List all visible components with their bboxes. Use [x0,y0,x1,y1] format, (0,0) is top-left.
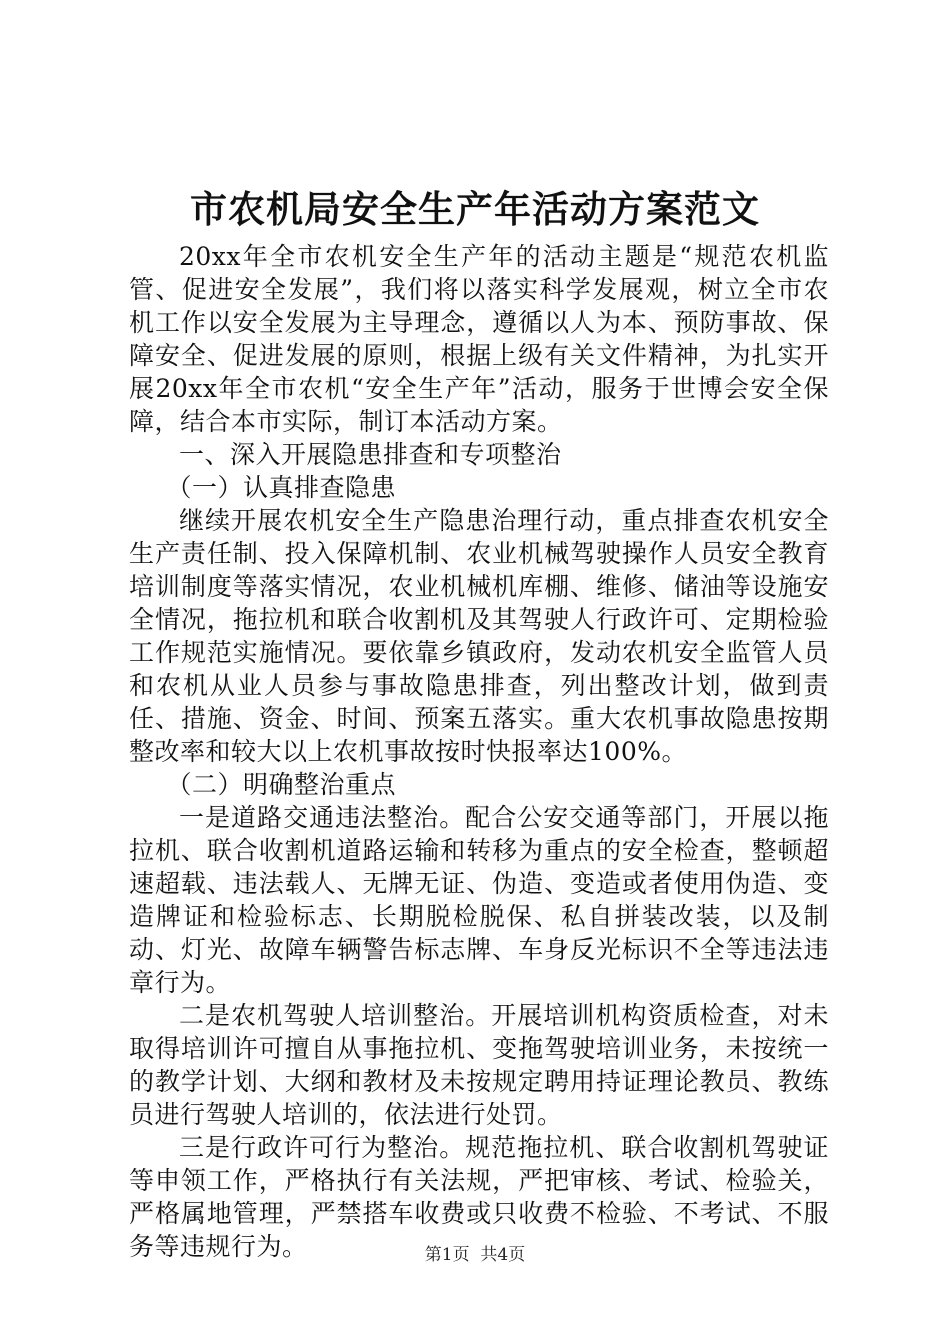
document-title: 市农机局安全生产年活动方案范文 [190,187,760,231]
subsection-heading-1: （一）认真排查隐患 [166,473,397,502]
body-paragraph: 一是道路交通违法整治。配合公安交通等部门，开展以拖拉机、联合收割机道路运输和转移为重点的安全检查，整顿超速超载、违法载人、无牌无证、伪造、变造或者使用伪造、变造牌证和检验标志、长期脱检脱保、私自拼装改装，以及制动、灯光、故障车辆警告标志牌、车身反光标识不全等违法违章行为。 [129,803,829,997]
page-number: 第1页 [424,1245,470,1265]
body-paragraph: 二是农机驾驶人培训整治。开展培训机构资质检查，对未取得培训许可擅自从事拖拉机、变拖驾驶培训业务，未按统一的教学计划、大纲和教材及未按规定聘用持证理论教员、教练员进行驾驶人培训的，依法进行处罚。 [129,1001,829,1129]
document-body [129,240,829,1263]
page-total: 共4页 [480,1245,526,1265]
body-paragraph: 三是行政许可行为整治。规范拖拉机、联合收割机驾驶证等申领工作，严格执行有关法规，严把审核、考试、检验关，严格属地管理，严禁搭车收费或只收费不检验、不考试、不服务等违规行为。 [129,1133,829,1261]
intro-paragraph: 20xx年全市农机安全生产年的活动主题是“规范农机监管、促进安全发展”，我们将以落实科学发展观，树立全市农机工作以安全发展为主导理念，遵循以人为本、预防事故、保障安全、促进发展的原则，根据上级有关文件精神，为扎实开展20xx年全市农机“安全生产年”活动，服务于世博会安全保障，结合本市实际，制订本活动方案。 [129,242,829,436]
body-paragraph: 继续开展农机安全生产隐患治理行动，重点排查农机安全生产责任制、投入保障机制、农业机械驾驶操作人员安全教育培训制度等落实情况，农业机械机库棚、维修、储油等设施安全情况，拖拉机和联合收割机及其驾驶人行政许可、定期检验工作规范实施情况。要依靠乡镇政府，发动农机安全监管人员和农机从业人员参与事故隐患排查，列出整改计划，做到责任、措施、资金、时间、预案五落实。重大农机事故隐患按期整改率和较大以上农机事故按时快报率达100%。 [129,506,829,766]
subsection-heading-2: （二）明确整治重点 [166,770,397,799]
section-heading-1: 一、深入开展隐患排查和专项整治 [179,440,562,469]
footer-separator [470,1245,481,1265]
page-footer [0,1243,950,1267]
